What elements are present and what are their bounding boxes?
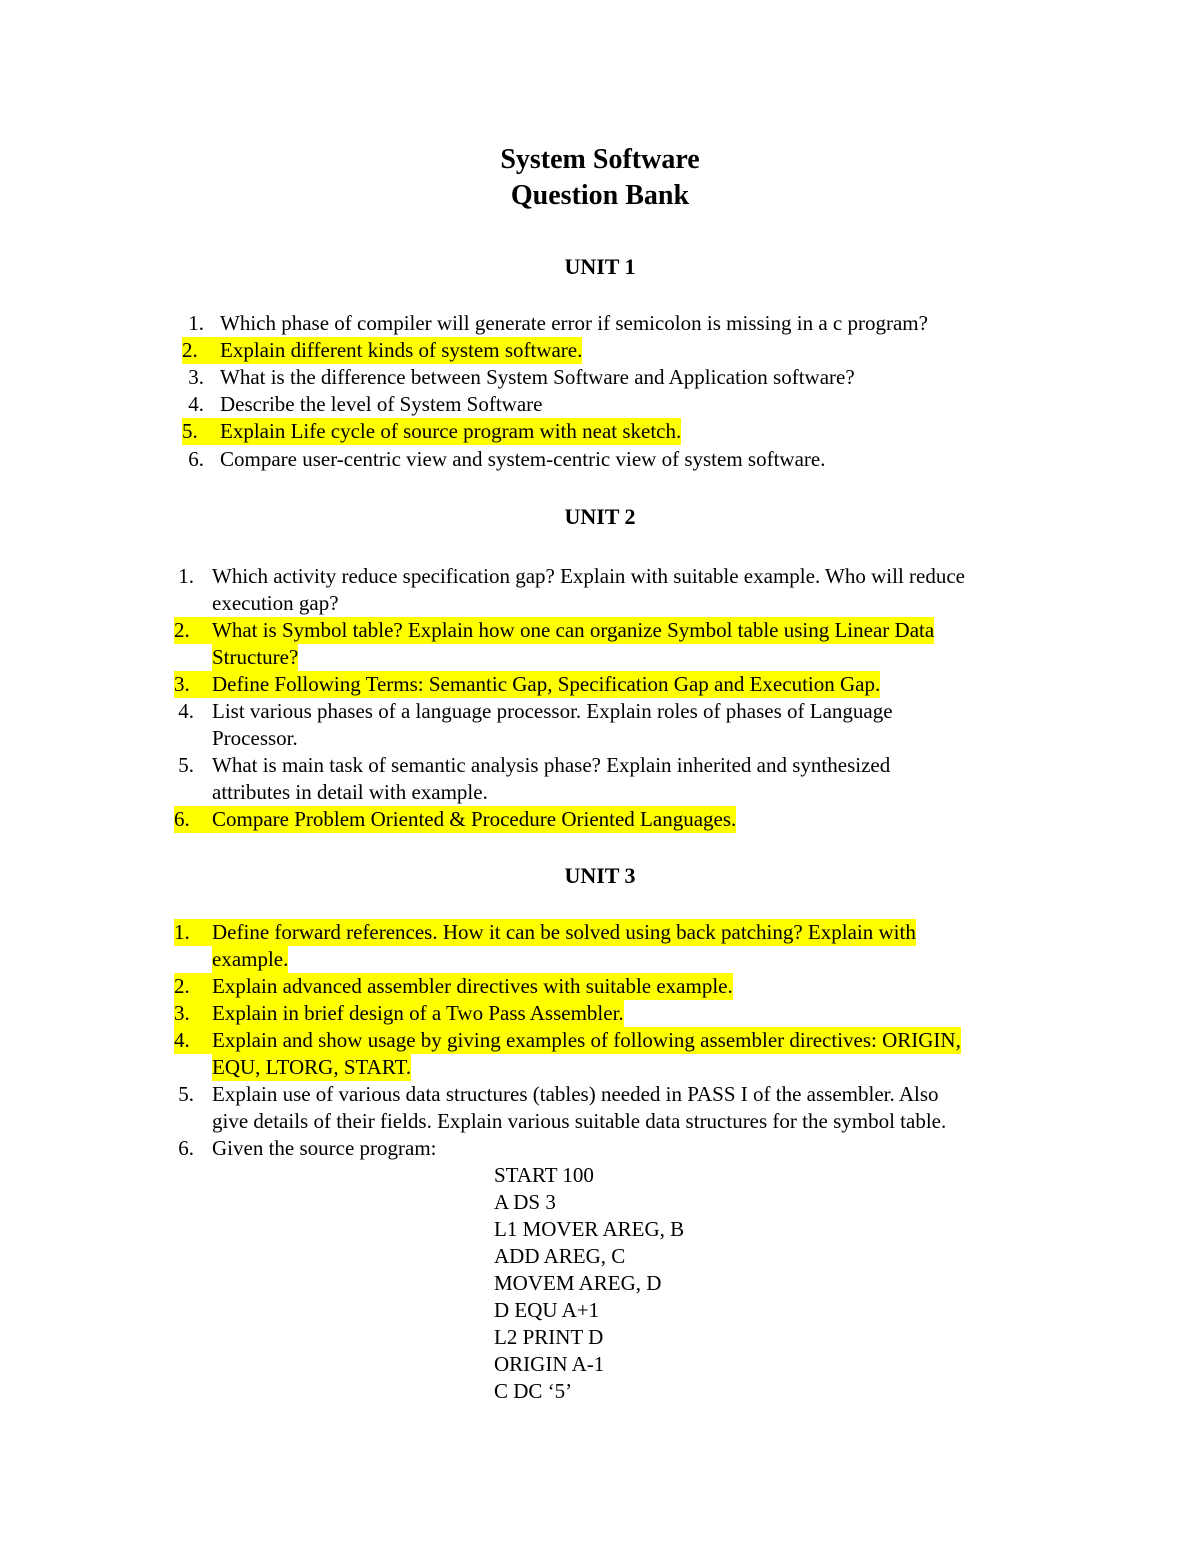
question-text-continued: Processor. — [212, 726, 298, 750]
list-item — [0, 919, 1200, 973]
question-text: What is Symbol table? Explain how one can organize Symbol table using Linear Data — [212, 618, 935, 642]
question-text: Explain advanced assembler directives with suitable example. — [212, 974, 733, 998]
question-text: What is the difference between System Software and Application software? — [220, 365, 855, 389]
list-item — [0, 752, 1200, 806]
question-text: Which activity reduce specification gap? Explain with suitable example. Who will reduce — [212, 564, 966, 588]
question-text: Explain use of various data structures (tables) needed in PASS I of the assembler. Also — [212, 1082, 939, 1106]
question-text-continued: Structure? — [212, 645, 299, 669]
question-text: What is main task of semantic analysis phase? Explain inherited and synthesized — [212, 753, 891, 777]
list-item — [0, 563, 1200, 617]
question-text: Compare user-centric view and system-centric view of system software. — [220, 447, 826, 471]
question-number: 6. — [178, 1136, 194, 1160]
question-number: 2. — [174, 973, 212, 1000]
question-text: List various phases of a language processor. Explain roles of phases of Language — [212, 699, 893, 723]
code-line: START 100 — [494, 1163, 594, 1187]
question-text-continued: execution gap? — [212, 591, 339, 615]
question-number: 4. — [188, 392, 204, 416]
question-number: 2. — [182, 337, 212, 364]
unit-1-heading: UNIT 1 — [564, 254, 636, 279]
question-number: 4. — [174, 1027, 212, 1054]
question-number: 3. — [174, 1000, 212, 1027]
question-text: Explain different kinds of system software. — [212, 337, 582, 364]
question-text: Define forward references. How it can be solved using back patching? Explain with — [212, 920, 916, 944]
code-line: D EQU A+1 — [494, 1298, 600, 1322]
code-line: A DS 3 — [494, 1190, 556, 1214]
question-text-continued: give details of their fields. Explain various suitable data structures for the symbol table. — [212, 1109, 947, 1133]
list-item — [0, 698, 1200, 752]
question-number: 1. — [174, 919, 212, 946]
code-line: MOVEM AREG, D — [494, 1271, 662, 1295]
question-text: Define Following Terms: Semantic Gap, Specification Gap and Execution Gap. — [212, 672, 881, 696]
question-number: 3. — [188, 365, 204, 389]
code-line: C DC ‘5’ — [494, 1379, 573, 1403]
question-text-continued: EQU, LTORG, START. — [212, 1055, 412, 1079]
question-number: 6. — [174, 806, 212, 833]
question-text: Explain in brief design of a Two Pass Assembler. — [212, 1001, 624, 1025]
question-number: 5. — [182, 418, 212, 445]
question-number: 3. — [174, 671, 212, 698]
question-text: Given the source program: — [212, 1136, 437, 1160]
unit-2-heading: UNIT 2 — [564, 504, 636, 529]
question-number: 5. — [178, 1082, 194, 1106]
code-line: L2 PRINT D — [494, 1325, 604, 1349]
unit-3-heading: UNIT 3 — [564, 863, 636, 888]
question-number: 5. — [178, 753, 194, 777]
list-item — [0, 617, 1200, 671]
question-number: 1. — [178, 564, 194, 588]
question-number: 6. — [188, 447, 204, 471]
document-subtitle: Question Bank — [510, 180, 690, 211]
question-text: Compare Problem Oriented & Procedure Oriented Languages. — [212, 807, 737, 831]
list-item — [0, 1081, 1200, 1135]
question-number: 2. — [174, 617, 212, 644]
question-text-continued: attributes in detail with example. — [212, 780, 488, 804]
question-number: 1. — [188, 311, 204, 335]
list-item — [0, 1027, 1200, 1081]
code-line: ADD AREG, C — [494, 1244, 626, 1268]
question-text: Explain and show usage by giving examples of following assembler directives: ORIGIN, — [212, 1028, 961, 1052]
question-text: Describe the level of System Software — [220, 392, 543, 416]
question-text: Which phase of compiler will generate error if semicolon is missing in a c program? — [220, 311, 928, 335]
code-line: L1 MOVER AREG, B — [494, 1217, 685, 1241]
document-title: System Software — [500, 144, 700, 175]
question-text-continued: example. — [212, 947, 289, 971]
question-text: Explain Life cycle of source program with neat sketch. — [212, 418, 681, 445]
question-number: 4. — [178, 699, 194, 723]
code-line: ORIGIN A-1 — [494, 1352, 605, 1376]
